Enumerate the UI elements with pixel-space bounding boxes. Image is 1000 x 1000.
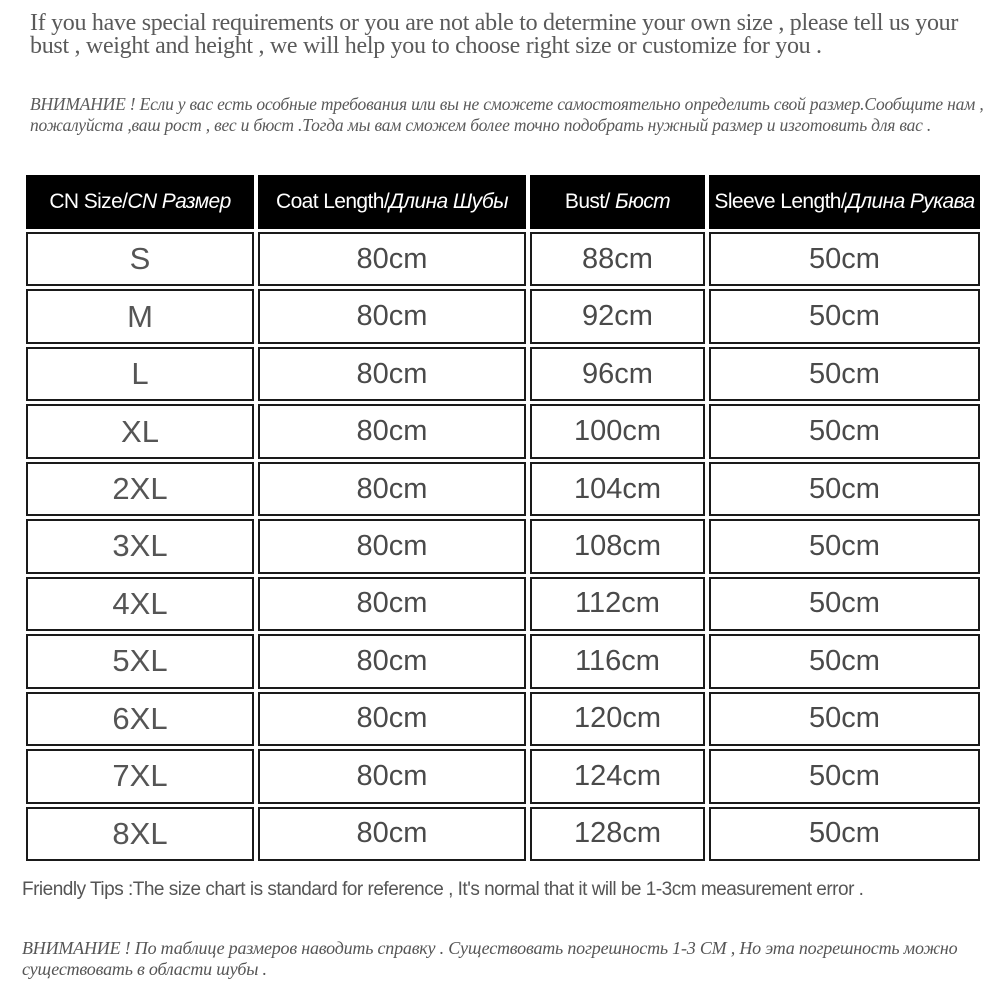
- cell-sleeve-length: 50cm: [709, 577, 980, 631]
- cell-bust: 96cm: [530, 347, 705, 401]
- cell-sleeve-length: 50cm: [709, 807, 980, 861]
- table-row: [26, 232, 980, 286]
- table-row: [26, 347, 980, 401]
- table-row: [26, 634, 980, 688]
- table-row: [26, 404, 980, 458]
- header-size: CN Size/CN Размер: [26, 175, 254, 229]
- cell-bust: 100cm: [530, 404, 705, 458]
- cell-coat-length: 80cm: [258, 577, 526, 631]
- cell-coat-length: 80cm: [258, 519, 526, 573]
- cell-sleeve-length: 50cm: [709, 634, 980, 688]
- cell-coat-length: 80cm: [258, 289, 526, 343]
- cell-bust: 108cm: [530, 519, 705, 573]
- cell-bust: 92cm: [530, 289, 705, 343]
- cell-coat-length: 80cm: [258, 692, 526, 746]
- cell-sleeve-length: 50cm: [709, 462, 980, 516]
- cell-coat-length: 80cm: [258, 634, 526, 688]
- cell-size: L: [26, 347, 254, 401]
- table-row: [26, 577, 980, 631]
- cell-sleeve-length: 50cm: [709, 232, 980, 286]
- intro-text-en: If you have special requirements or you are not able to determine your own size , please tell us your bust , weight and height , we will help you to choose right size or customize for you .: [30, 10, 959, 59]
- cell-bust: 104cm: [530, 462, 705, 516]
- table-row: [26, 519, 980, 573]
- cell-size: S: [26, 232, 254, 286]
- cell-size: XL: [26, 404, 254, 458]
- cell-bust: 112cm: [530, 577, 705, 631]
- cell-sleeve-length: 50cm: [709, 692, 980, 746]
- cell-size: 2XL: [26, 462, 254, 516]
- cell-sleeve-length: 50cm: [709, 749, 980, 803]
- header-coat-length: Coat Length/Длина Шубы: [258, 175, 526, 229]
- cell-bust: 116cm: [530, 634, 705, 688]
- table-header-row: [26, 175, 980, 229]
- cell-size: 4XL: [26, 577, 254, 631]
- cell-coat-length: 80cm: [258, 807, 526, 861]
- size-chart-table: [22, 172, 984, 864]
- cell-coat-length: 80cm: [258, 462, 526, 516]
- header-bust: Bust/ Бюст: [530, 175, 705, 229]
- cell-size: 6XL: [26, 692, 254, 746]
- cell-coat-length: 80cm: [258, 232, 526, 286]
- header-sleeve-length: Sleeve Length/Длина Рукава: [709, 175, 980, 229]
- cell-sleeve-length: 50cm: [709, 519, 980, 573]
- cell-coat-length: 80cm: [258, 404, 526, 458]
- cell-sleeve-length: 50cm: [709, 289, 980, 343]
- cell-size: 7XL: [26, 749, 254, 803]
- cell-size: 3XL: [26, 519, 254, 573]
- tips-text-en: Friendly Tips :The size chart is standard for reference , It's normal that it will be 1-3cm measurement error .: [22, 879, 864, 900]
- table-row: [26, 749, 980, 803]
- cell-bust: 128cm: [530, 807, 705, 861]
- table-row: [26, 807, 980, 861]
- cell-bust: 88cm: [530, 232, 705, 286]
- cell-size: 8XL: [26, 807, 254, 861]
- intro-text-ru: ВНИМАНИЕ ! Если у вас есть особные требования или вы не сможете самостоятельно определить свой размер.Сообщите нам , пожалуйста ,ваш рост , вес и бюст .Тогда мы вам сможем более точно подобрать нужный размер и изготовить для вас .: [30, 94, 984, 135]
- cell-bust: 120cm: [530, 692, 705, 746]
- table-row: [26, 289, 980, 343]
- table-body: [26, 232, 980, 861]
- cell-sleeve-length: 50cm: [709, 347, 980, 401]
- table-row: [26, 692, 980, 746]
- cell-size: M: [26, 289, 254, 343]
- cell-coat-length: 80cm: [258, 347, 526, 401]
- cell-bust: 124cm: [530, 749, 705, 803]
- cell-size: 5XL: [26, 634, 254, 688]
- cell-coat-length: 80cm: [258, 749, 526, 803]
- table-row: [26, 462, 980, 516]
- tips-text-ru: ВНИМАНИЕ ! По таблице размеров наводить справку . Существовать погрешность 1-3 СМ , Но эта погрешность можно существовать в области шубы .: [22, 938, 958, 979]
- cell-sleeve-length: 50cm: [709, 404, 980, 458]
